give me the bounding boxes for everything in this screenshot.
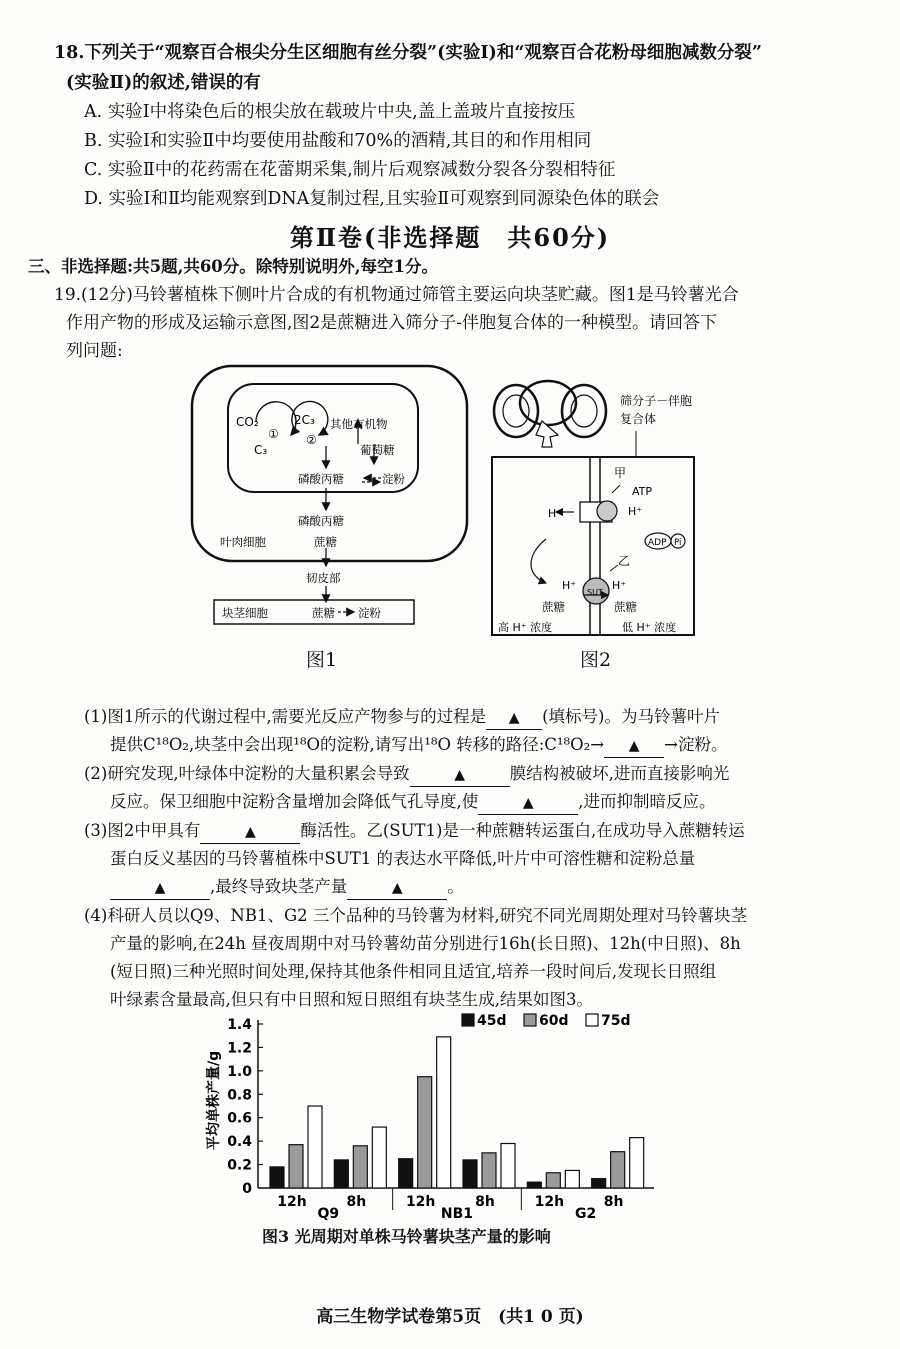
figure-1-caption: 图1	[306, 649, 338, 671]
answer-blank-4[interactable]: ▲	[478, 791, 578, 815]
x-group-label: Q9	[317, 1206, 340, 1222]
tuber-cell-label: 块茎细胞	[222, 606, 268, 620]
legend-swatch-45d	[462, 1014, 474, 1026]
q19-part3-text-e: 。	[447, 877, 464, 896]
figure-1-diagram	[186, 360, 476, 635]
h-ion-yi-left-label: H⁺	[562, 579, 577, 592]
y-tick-label: 0.2	[227, 1157, 252, 1174]
section-2-title: 第Ⅱ卷(非选择题 共60分)	[289, 223, 611, 252]
c3-label: C₃	[254, 443, 268, 457]
q18-stem-line2: (实验Ⅱ)的叙述,错误的有	[66, 73, 261, 93]
bar-75d-8h	[501, 1143, 515, 1188]
legend-label-75d: 75d	[601, 1013, 631, 1029]
complex-label-line2: 复合体	[620, 412, 657, 426]
q18-option-c: C. 实验Ⅱ中的花药需在花蕾期采集,制片后观察减数分裂各分裂相特征	[84, 160, 616, 180]
q19-part2-text-a: (2)研究发现,叶绿体中淀粉的大量积累会导致	[84, 764, 410, 783]
answer-blank-7[interactable]: ▲	[347, 876, 447, 900]
q19-intro-line1: 19.(12分)马铃薯植株下侧叶片合成的有机物通过筛管主要运向块茎贮藏。图1是马铃薯光合	[54, 285, 739, 305]
protein-jia-label: 甲	[614, 466, 627, 480]
answer-blank-3[interactable]: ▲	[410, 763, 510, 787]
sucrose-right-label: 蔗糖	[614, 600, 637, 614]
page-footer: 高三生物学试卷第5页 (共1 0 页)	[316, 1307, 584, 1327]
bar-75d-8h	[630, 1138, 644, 1188]
process-2-label: ②	[306, 433, 317, 447]
protein-yi-label: 乙	[618, 554, 631, 568]
answer-blank-2[interactable]: ▲	[604, 734, 664, 758]
bar-45d-12h	[399, 1159, 413, 1188]
q19-intro-line3: 列问题:	[66, 341, 123, 361]
glucose-label: 葡萄糖	[360, 443, 395, 457]
q19-part2-text-c: 反应。保卫细胞中淀粉含量增加会降低气孔导度,使	[110, 792, 479, 811]
q19-part1-line1	[84, 706, 720, 730]
other-organics-label: 其他有机物	[330, 417, 388, 431]
q19-part4-line4: 叶绿素含量最高,但只有中日照和短日照组有块茎生成,结果如图3。	[110, 990, 593, 1009]
starch-chloroplast-label: 淀粉	[382, 472, 405, 486]
y-tick-label: 0.8	[227, 1087, 252, 1104]
q19-part1-line2	[110, 734, 727, 758]
bar-45d-8h	[334, 1160, 348, 1188]
q18-option-a: A. 实验Ⅰ中将染色后的根尖放在载玻片中央,盖上盖玻片直接按压	[84, 102, 576, 122]
bar-45d-12h	[270, 1167, 284, 1188]
bar-60d-12h	[546, 1173, 560, 1188]
q18-option-d: D. 实验Ⅰ和Ⅱ均能观察到DNA复制过程,且实验Ⅱ可观察到同源染色体的联会	[84, 189, 660, 209]
q19-part1-text-a: (1)图1所示的代谢过程中,需要光反应产物参与的过程是	[84, 707, 487, 726]
q19-part4-line2: 产量的影响,在24h 昼夜周期中对马铃薯幼苗分别进行16h(长日照)、12h(中日照)、8h	[110, 934, 741, 953]
x-tick-label: 12h	[534, 1194, 565, 1210]
bar-75d-8h	[372, 1127, 386, 1188]
tuber-starch-label: 淀粉	[358, 606, 381, 620]
q19-part2-line1	[84, 763, 729, 787]
x-tick-label: 12h	[405, 1194, 436, 1210]
chart-y-axis-label: 平均单株产量/g	[206, 1050, 222, 1150]
process-1-label: ①	[268, 427, 279, 441]
atp-label: ATP	[632, 485, 653, 498]
bar-75d-12h	[308, 1106, 322, 1188]
bar-45d-12h	[527, 1182, 541, 1188]
figure-3-caption: 图3 光周期对单株马铃薯块茎产量的影响	[262, 1227, 551, 1246]
legend-swatch-60d	[524, 1014, 536, 1026]
mesophyll-cell-label: 叶肉细胞	[220, 535, 266, 549]
bar-60d-12h	[418, 1077, 432, 1188]
x-tick-label: 8h	[475, 1194, 495, 1210]
y-tick-label: 0.6	[227, 1110, 252, 1127]
answer-blank-1[interactable]: ▲	[486, 706, 542, 730]
q19-part3-text-b: 酶活性。乙(SUT1)是一种蔗糖转运蛋白,在成功导入蔗糖转运	[300, 821, 745, 840]
q19-part2-text-b: 膜结构被破坏,进而直接影响光	[509, 764, 730, 783]
bar-60d-12h	[289, 1145, 303, 1188]
x-tick-label: 12h	[277, 1194, 307, 1210]
q19-intro-line2: 作用产物的形成及运输示意图,图2是蔗糖进入筛分子-伴胞复合体的一种模型。请回答下	[66, 313, 717, 333]
y-tick-label: 1.0	[227, 1063, 252, 1080]
high-h-concentration-label: 高 H⁺ 浓度	[498, 621, 553, 634]
sucrose-cytosol-label: 蔗糖	[314, 535, 337, 549]
q19-part1-text-d: →淀粉。	[664, 735, 728, 754]
y-tick-label: 1.4	[227, 1017, 252, 1033]
bar-60d-8h	[611, 1152, 625, 1188]
q19-part2-line2	[110, 791, 716, 815]
bar-45d-8h	[463, 1160, 477, 1188]
h-ion-right-label: H⁺	[628, 505, 643, 518]
triose-phosphate-cytosol-label: 磷酸丙糖	[298, 514, 344, 528]
q18-option-b: B. 实验Ⅰ和实验Ⅱ中均要使用盐酸和70%的酒精,其目的和作用相同	[84, 131, 592, 151]
triose-phosphate-chloroplast-label: 磷酸丙糖	[298, 472, 344, 486]
section-3-heading: 三、非选择题:共5题,共60分。除特别说明外,每空1分。	[28, 257, 439, 276]
y-tick-label: 1.2	[227, 1040, 252, 1057]
sut-label: SUT	[587, 588, 603, 597]
q19-part3-line1	[84, 820, 745, 844]
co2-label: CO₂	[236, 415, 259, 429]
c5-label: 2C₃	[294, 413, 315, 427]
q18-stem-line1: 18.下列关于“观察百合根尖分生区细胞有丝分裂”(实验Ⅰ)和“观察百合花粉母细胞减数分裂”	[54, 43, 762, 63]
sucrose-left-label: 蔗糖	[542, 600, 565, 614]
q19-part1-text-c: 提供C¹⁸O₂,块茎中会出现¹⁸O的淀粉,请写出¹⁸O 转移的路径:C¹⁸O₂→	[110, 735, 605, 754]
figure-2-caption: 图2	[580, 649, 612, 671]
bar-75d-12h	[437, 1037, 451, 1188]
q19-part3-line3	[110, 876, 464, 900]
h-ion-left-label: H⁺	[548, 507, 563, 520]
phloem-label: 韧皮部	[306, 571, 341, 585]
figure-2-diagram	[486, 375, 706, 637]
low-h-concentration-label: 低 H⁺ 浓度	[622, 621, 677, 634]
complex-label-line1: 筛分子－伴胞	[620, 394, 693, 408]
q19-part3-text-d: ,最终导致块茎产量	[210, 877, 348, 896]
q19-part1-text-b: (填标号)。为马铃薯叶片	[542, 707, 720, 726]
legend-label-60d: 60d	[539, 1013, 569, 1029]
bar-75d-12h	[565, 1170, 579, 1188]
legend-label-45d: 45d	[477, 1013, 507, 1029]
bar-60d-8h	[353, 1146, 367, 1188]
y-tick-label: 0	[242, 1181, 252, 1197]
y-tick-label: 0.4	[227, 1134, 252, 1151]
bar-60d-8h	[482, 1153, 496, 1188]
q19-part4-line1: (4)科研人员以Q9、NB1、G2 三个品种的马铃薯为材料,研究不同光周期处理对马铃薯块茎	[84, 906, 748, 925]
legend-swatch-75d	[586, 1014, 598, 1026]
bar-45d-8h	[592, 1179, 606, 1188]
q19-part4-line3: (短日照)三种光照时间处理,保持其他条件相同且适宜,培养一段时间后,发现长日照组	[110, 962, 717, 981]
q19-part2-text-d: ,进而抑制暗反应。	[578, 792, 716, 811]
x-tick-label: 8h	[603, 1194, 624, 1210]
answer-blank-6[interactable]: ▲	[110, 876, 210, 900]
x-group-label: NB1	[440, 1206, 474, 1222]
x-tick-label: 8h	[346, 1194, 367, 1210]
tuber-sucrose-label: 蔗糖	[312, 606, 335, 620]
q19-part3-line2: 蛋白反义基因的马铃薯植株中SUT1 的表达水平降低,叶片中可溶性糖和淀粉总量	[110, 849, 696, 868]
adp-label: ADP	[648, 538, 667, 548]
pi-label: Pi	[674, 538, 682, 548]
figure-3-bar-chart	[196, 1010, 666, 1222]
q19-part3-text-a: (3)图2中甲具有	[84, 821, 201, 840]
h-ion-yi-right-label: H⁺	[612, 579, 627, 592]
x-group-label: G2	[575, 1206, 597, 1222]
answer-blank-5[interactable]: ▲	[200, 820, 300, 844]
